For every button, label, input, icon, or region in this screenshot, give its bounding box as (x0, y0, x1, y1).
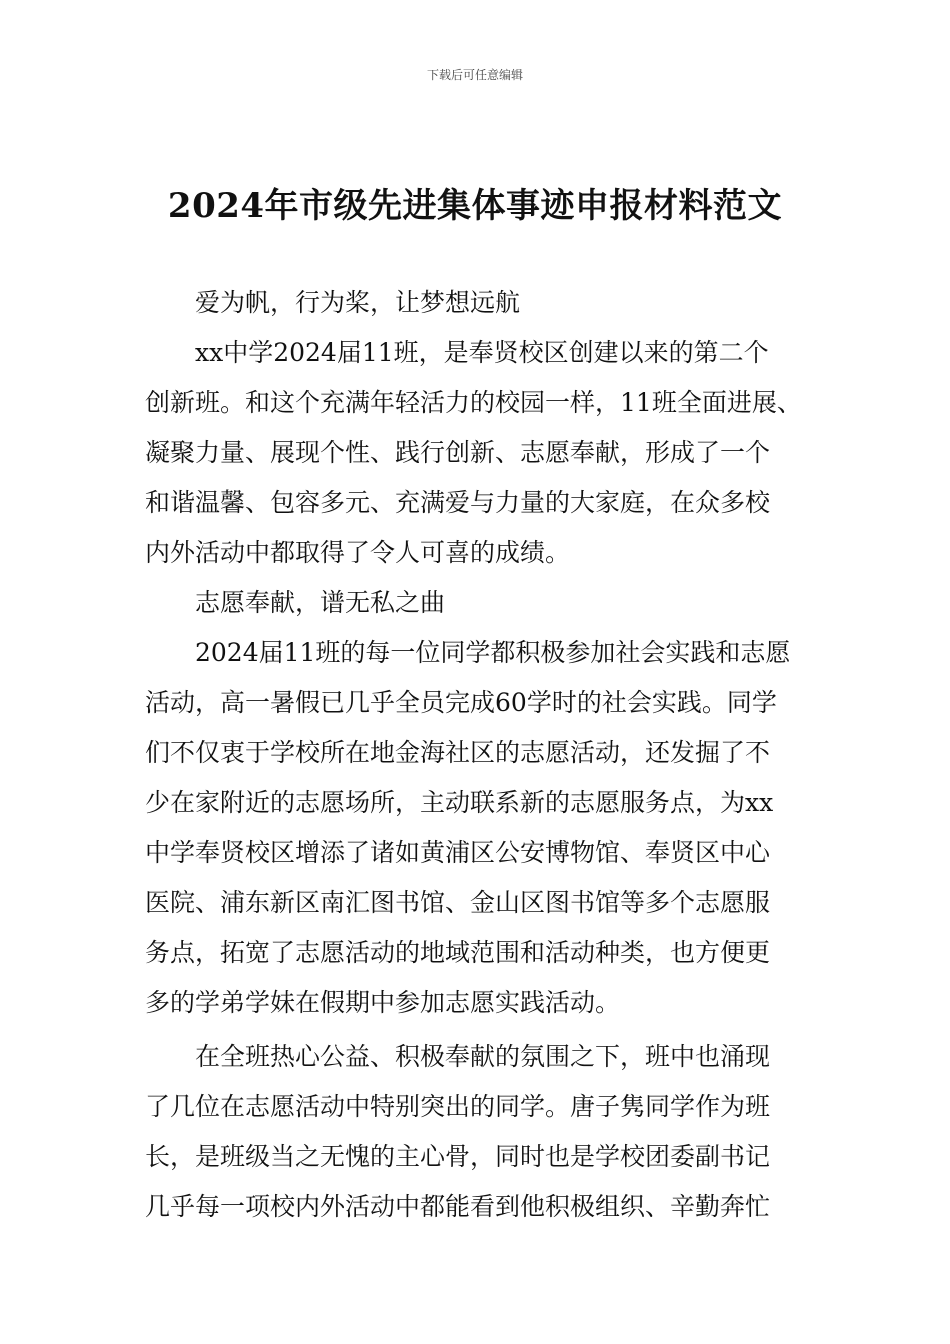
paragraph-line: 创新班。和这个充满年轻活力的校园一样，11班全面进展、 (145, 388, 802, 417)
paragraph-line: 在全班热心公益、积极奉献的氛围之下，班中也涌现 (195, 1042, 771, 1071)
paragraph-line: 医院、浦东新区南汇图书馆、金山区图书馆等多个志愿服 (145, 888, 771, 917)
document-title: 2024年市级先进集体事迹申报材料范文 (167, 186, 783, 226)
section-heading-1: 爱为帆，行为桨，让梦想远航 (195, 288, 521, 317)
paragraph-line: 们不仅衷于学校所在地金海社区的志愿活动，还发掘了不 (145, 738, 771, 767)
section-heading-2: 志愿奉献，谱无私之曲 (195, 588, 446, 617)
paragraph-line: 少在家附近的志愿场所，主动联系新的志愿服务点，为xx (145, 788, 774, 817)
paragraph-line: 几乎每一项校内外活动中都能看到他积极组织、辛勤奔忙 (145, 1192, 771, 1221)
paragraph-line: 2024届11班的每一位同学都积极参加社会实践和志愿 (195, 638, 791, 667)
paragraph-line: 凝聚力量、展现个性、践行创新、志愿奉献，形成了一个 (145, 438, 771, 467)
paragraph-line: 和谐温馨、包容多元、充满爱与力量的大家庭，在众多校 (145, 488, 771, 517)
paragraph-line: 中学奉贤校区增添了诸如黄浦区公安博物馆、奉贤区中心 (145, 838, 771, 867)
paragraph-line: 务点，拓宽了志愿活动的地域范围和活动种类，也方便更 (145, 938, 771, 967)
header-note: 下载后可任意编辑 (426, 68, 523, 82)
paragraph-line: 多的学弟学妹在假期中参加志愿实践活动。 (145, 988, 621, 1017)
paragraph-line: 活动，高一暑假已几乎全员完成60学时的社会实践。同学 (145, 688, 777, 717)
paragraph-line: xx中学2024届11班，是奉贤校区创建以来的第二个 (195, 338, 769, 367)
document-body (145, 278, 813, 1232)
paragraph-line: 内外活动中都取得了令人可喜的成绩。 (145, 538, 571, 567)
paragraph-line: 了几位在志愿活动中特别突出的同学。唐子隽同学作为班 (145, 1092, 771, 1121)
paragraph-line: 长，是班级当之无愧的主心骨，同时也是学校团委副书记 (145, 1142, 771, 1171)
